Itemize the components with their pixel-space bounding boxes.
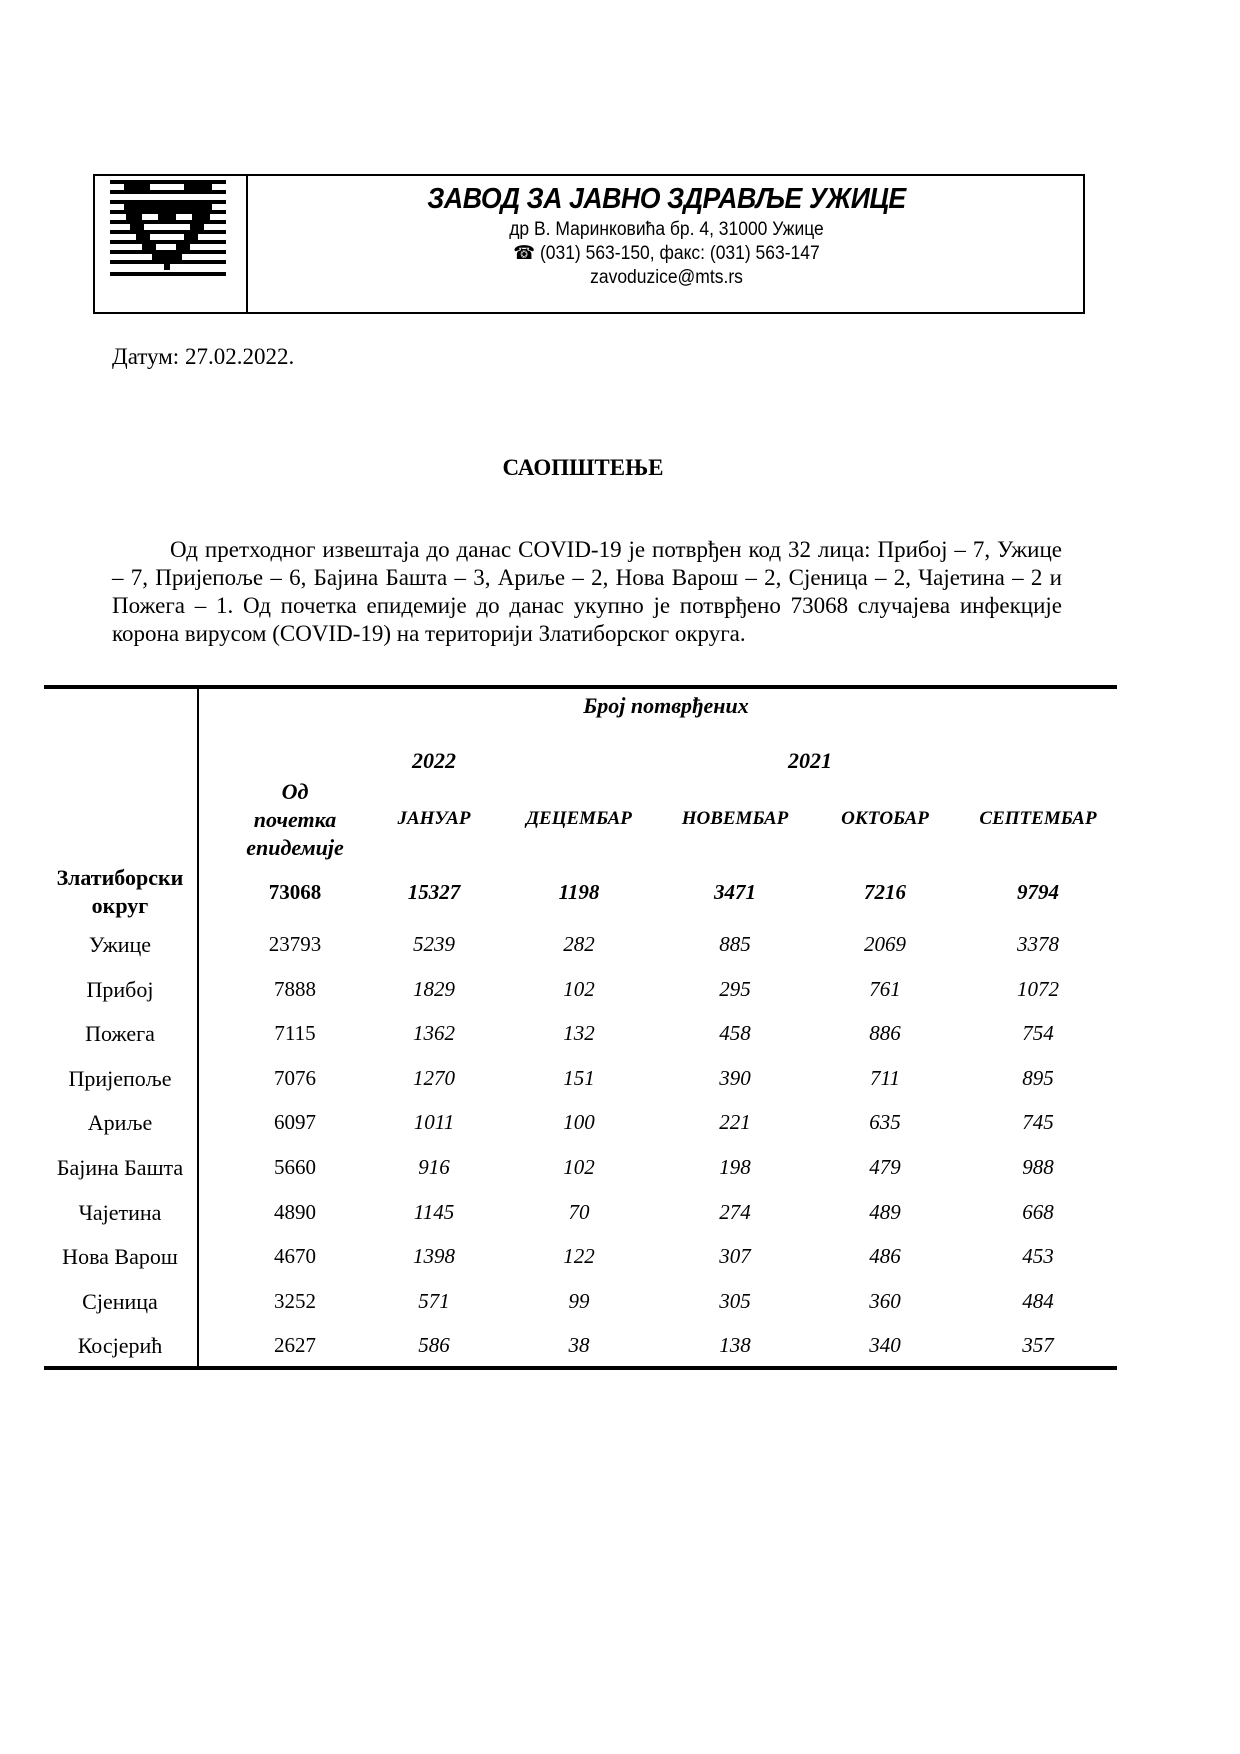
value-october: 635	[869, 1110, 901, 1134]
value-november: 390	[719, 1066, 751, 1090]
value-november: 295	[719, 977, 751, 1001]
letterhead-text	[248, 180, 1085, 290]
table-bottom-rule	[44, 1366, 1117, 1370]
value-november: 885	[719, 932, 751, 956]
value-since-start: 4890	[274, 1200, 316, 1224]
value-december: 102	[563, 1155, 595, 1179]
value-september: 668	[1022, 1200, 1054, 1224]
month-header-september: СЕПТЕМБАР	[979, 808, 1097, 829]
municipality-name: Бајина Башта	[56, 1155, 184, 1180]
value-november: 221	[719, 1110, 751, 1134]
table-top-rule	[44, 685, 1117, 689]
value-november: 138	[719, 1333, 751, 1357]
document-date: Датум: 27.02.2022.	[112, 344, 295, 369]
value-december: 102	[563, 977, 595, 1001]
value-january: 586	[418, 1333, 450, 1357]
value-since-start: 7076	[274, 1066, 316, 1090]
institution-address: др В. Маринковића бр. 4, 31000 Ужице	[509, 219, 824, 240]
value-january: 916	[418, 1155, 450, 1179]
value-december: 70	[568, 1200, 590, 1224]
value-since-start: 5660	[274, 1155, 316, 1179]
institution-name: ЗАВОД ЗА ЈАВНО ЗДРАВЉЕ УЖИЦЕ	[427, 183, 906, 215]
value-january: 1145	[413, 1200, 455, 1224]
value-november: 274	[719, 1200, 751, 1224]
total-december: 1198	[558, 880, 600, 904]
value-january: 1270	[413, 1066, 455, 1090]
municipality-name: Ужице	[88, 932, 152, 957]
announcement-text: Од претходног извештаја до данас COVID-19 је потврђен код 32 лица: Прибој – 7, Ужице – 7, Пријепоље – 6, Бајина Башта – 3, Ариље – 2, Нова Варош – 2, Сјеница – 2, Чајетина – 2 и Пожега – 1. Од почетка епидемије до данас укупно је потврђено 73068 случајева инфекције корона вирусом (COVID-19) на територији Златиборског округа.	[112, 537, 1062, 646]
municipality-name: Косјерић	[77, 1333, 163, 1358]
value-december: 99	[568, 1289, 590, 1313]
value-october: 340	[869, 1333, 901, 1357]
value-september: 1072	[1017, 977, 1059, 1001]
municipality-name: Пријепоље	[68, 1066, 172, 1091]
value-since-start: 23793	[268, 932, 322, 956]
total-october: 7216	[864, 880, 906, 904]
value-september: 484	[1022, 1289, 1054, 1313]
municipality-name: Ариље	[87, 1110, 153, 1135]
value-september: 754	[1022, 1021, 1054, 1045]
value-january: 1398	[413, 1244, 455, 1268]
value-december: 100	[563, 1110, 595, 1134]
value-october: 489	[869, 1200, 901, 1224]
value-september: 453	[1022, 1244, 1054, 1268]
since-start-header: Од почетка епидемије	[246, 779, 344, 860]
month-header-december: ДЕЦЕМБАР	[526, 808, 632, 829]
value-december: 151	[563, 1066, 595, 1090]
value-november: 198	[719, 1155, 751, 1179]
value-november: 307	[719, 1244, 751, 1268]
value-since-start: 3252	[274, 1289, 316, 1313]
value-november: 458	[719, 1021, 751, 1045]
municipality-name: Сјеница	[82, 1289, 158, 1314]
value-october: 2069	[864, 932, 906, 956]
value-september: 988	[1022, 1155, 1054, 1179]
month-header-january: ЈАНУАР	[397, 808, 471, 829]
total-september: 9794	[1017, 880, 1059, 904]
document-title: САОПШТЕЊЕ	[502, 455, 664, 480]
phone-fax-text: (031) 563-150, факс: (031) 563-147	[539, 243, 820, 264]
value-december: 282	[563, 932, 595, 956]
value-since-start: 2627	[274, 1333, 316, 1357]
value-january: 5239	[413, 932, 455, 956]
telephone-icon: ☎	[513, 243, 536, 264]
municipality-name: Нова Варош	[62, 1244, 178, 1269]
year-2021-header: 2021	[788, 748, 832, 773]
value-october: 711	[870, 1066, 900, 1090]
value-december: 132	[563, 1021, 595, 1045]
year-2022-header: 2022	[412, 748, 456, 773]
month-header-november: НОВЕМБАР	[681, 808, 789, 829]
municipality-name: Чајетина	[78, 1200, 162, 1225]
total-november: 3471	[714, 880, 756, 904]
value-january: 571	[418, 1289, 450, 1313]
value-october: 886	[869, 1021, 901, 1045]
value-october: 479	[869, 1155, 901, 1179]
value-since-start: 4670	[274, 1244, 316, 1268]
municipality-name: Прибој	[86, 977, 154, 1002]
institute-logo-icon	[110, 180, 226, 280]
institution-phone	[281, 242, 1051, 266]
value-since-start: 7888	[274, 977, 316, 1001]
value-september: 3378	[1017, 932, 1059, 956]
value-october: 360	[869, 1289, 901, 1313]
value-september: 357	[1022, 1333, 1054, 1357]
value-december: 122	[563, 1244, 595, 1268]
district-total-label: Златиборски округ	[56, 865, 184, 918]
value-september: 895	[1022, 1066, 1054, 1090]
value-october: 761	[869, 977, 901, 1001]
table-vertical-divider	[197, 689, 199, 1366]
month-header-october: ОКТОБАР	[841, 808, 929, 829]
value-january: 1011	[413, 1110, 455, 1134]
value-september: 745	[1022, 1110, 1054, 1134]
value-since-start: 6097	[274, 1110, 316, 1134]
value-january: 1362	[413, 1021, 455, 1045]
total-since-start: 73068	[268, 880, 322, 904]
value-december: 38	[568, 1333, 590, 1357]
announcement-paragraph	[112, 536, 1062, 648]
value-november: 305	[719, 1289, 751, 1313]
value-october: 486	[869, 1244, 901, 1268]
total-january: 15327	[407, 880, 461, 904]
value-since-start: 7115	[274, 1021, 316, 1045]
municipality-name: Пожега	[85, 1021, 155, 1046]
value-january: 1829	[413, 977, 455, 1001]
table-group-header: Број потврђених	[583, 693, 749, 718]
institution-email: zavoduzice@mts.rs	[590, 267, 743, 288]
